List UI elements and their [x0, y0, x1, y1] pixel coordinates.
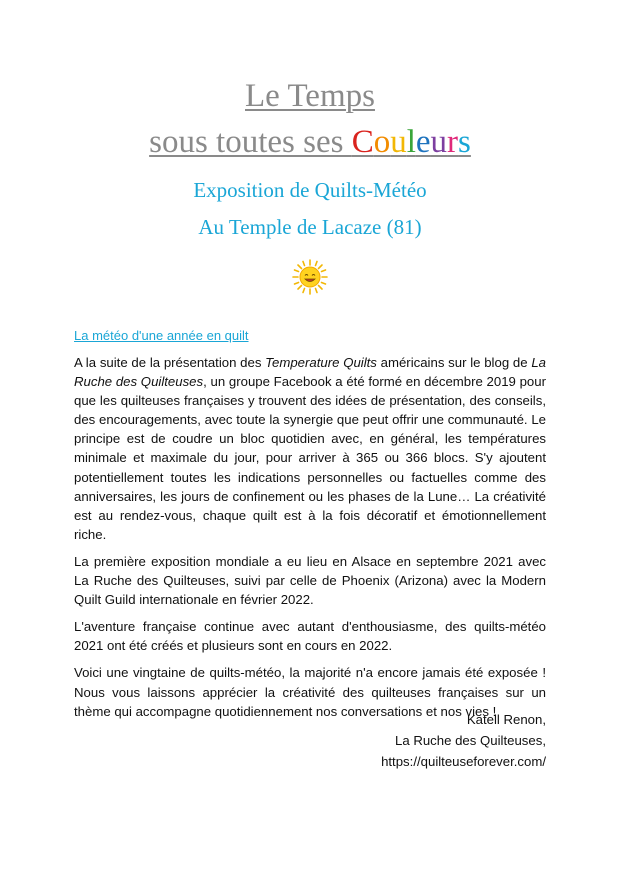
subtitle-line-1: Exposition de Quilts-Météo — [193, 178, 427, 202]
heading-line-1: Le Temps — [245, 78, 375, 114]
paragraph-4: Voici une vingtaine de quilts-météo, la majorité n'a encore jamais été exposée ! Nous vous laissons apprécier la créativité des quilteuses françaises sur un thème qui accompagne quotidiennement nos conversations et nos vies ! — [74, 665, 546, 719]
paragraph-2: La première exposition mondiale a eu lieu en Alsace en septembre 2021 avec La Ruche des Quilteuses, suivi par celle de Phoenix (Arizona) avec la Modern Quilt Guild internationale en février 2022. — [74, 553, 546, 608]
colored-letter: u — [430, 124, 448, 160]
colored-letter: s — [458, 124, 471, 160]
signature-name: Katell Renon, — [466, 712, 546, 727]
colored-letter: o — [373, 124, 391, 160]
paragraph-1-text-c: , un groupe Facebook a été formé en décembre 2019 pour que les quilteuses françaises y trouvent des idées de présentation, des conseils, des encouragements, avec toute la synergie que peut offrir une communauté. Le principe est de coudre un bloc quotidien avec, en général, les températures minimale et maximale du jour, pour arriver à 365 ou 366 blocs. S'y ajoutent potentiellement toutes les indications personnelles ou factuelles comme des anniversaires, les jours de confinement ou les phases de la Lune… La créativité est au rendez-vous, chaque quilt est à la fois décoratif et émotionnellement riche. — [74, 374, 546, 542]
smiling-sun-icon — [292, 259, 328, 295]
paragraph-3: L'aventure française continue avec autant d'enthousiasme, des quilts-météo 2021 ont été créés et plusieurs sont en cours en 2022. — [74, 619, 546, 654]
signature-url[interactable]: https://quilteuseforever.com/ — [381, 754, 546, 769]
colored-letter: l — [406, 124, 416, 160]
paragraph-1-emphasis-2: La Ruche des Quilteuses — [74, 355, 546, 390]
paragraph-1-text-b: américains sur le blog de — [376, 355, 532, 370]
paragraph-1-emphasis-1: Temperature Quilts — [265, 355, 377, 370]
body-text — [74, 353, 546, 729]
colored-letter: r — [447, 124, 459, 160]
colored-letter: u — [390, 124, 407, 160]
signature-org: La Ruche des Quilteuses, — [394, 733, 546, 748]
heading-line-2-prefix: sous toutes ses — [149, 124, 352, 160]
colored-letter: C — [351, 124, 374, 160]
heading-colored-word — [352, 124, 471, 160]
colored-letter: e — [415, 124, 431, 160]
heading-line-2 — [0, 124, 620, 161]
section-title: La météo d'une année en quilt — [74, 328, 249, 343]
subtitle-line-2: Au Temple de Lacaze (81) — [198, 215, 422, 239]
signature-block — [381, 709, 546, 772]
paragraph-1 — [74, 353, 546, 544]
paragraph-1-text-a: A la suite de la présentation des — [74, 355, 266, 370]
